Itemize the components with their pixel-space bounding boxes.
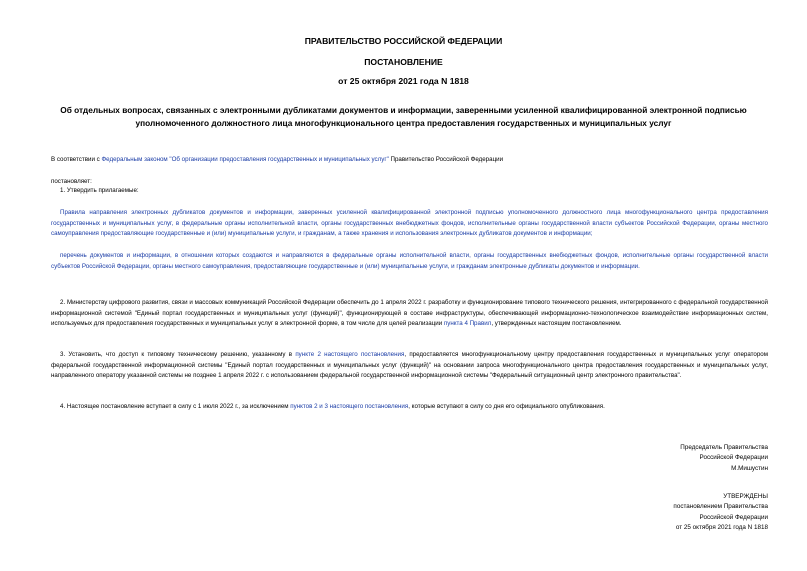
- preamble-text-after: Правительство Российской Федерации: [388, 156, 504, 163]
- item-2-text-before: 2. Министерству цифрового развития, связи и массовых коммуникаций Российской Федерации обеспечить до 1 апреля 2022 г. разработку и функционирование типового технического решения, интегрированного с федеральной государственной информационной системой "Единый портал государственных и муниципальных услуг (функций)", функционирующей в составе инфраструктуры, обеспечивающей информационно-технологическое взаимодействие информационных систем, используемых для предоставления государственных и муниципальных услуг в электронной форме, в том числе для целей реализации: [51, 299, 768, 328]
- government-heading: ПРАВИТЕЛЬСТВО РОССИЙСКОЙ ФЕДЕРАЦИИ: [304, 36, 503, 46]
- item-4-text-after: , которые вступают в силу со дня его официального опубликования.: [408, 403, 605, 410]
- signature-country: Российской Федерации: [699, 454, 768, 462]
- signature-position: Председатель Правительства: [680, 444, 768, 451]
- preamble-text-before: В соответствии с: [51, 156, 102, 163]
- signature-block: [548, 443, 768, 474]
- approved-date: от 25 октября 2021 года N 1818: [675, 524, 768, 532]
- approved-by: постановлением Правительства: [673, 503, 768, 511]
- document-subject: Об отдельных вопросах, связанных с электронными дубликатами документов и информации, заверенными усиленной квалифицированной электронной подписью уполномоченного должностного лица многофункционального центра предоставления государственных и муниципальных услуг: [60, 105, 747, 128]
- rules-point-4-link[interactable]: пункта 4 Правил: [443, 320, 492, 328]
- points-2-3-link[interactable]: пунктов 2 и 3 настоящего постановления: [290, 403, 409, 410]
- document-date-number: от 25 октября 2021 года N 1818: [338, 76, 469, 86]
- approved-country: Российской Федерации: [699, 513, 768, 521]
- rules-link[interactable]: Правила направления электронных дубликатов документов и информации, заверенных усиленной квалифицированной электронной подписью уполномоченного должностного лица многофункционального центра предоставления государственных и муниципальных услуг, в федеральные органы исполнительной власти, органы государственных внебюджетных фондов, исполнительные органы государственной власти субъектов Российской Федерации, органы местного самоуправления предоставляющие государственные и (или) муниципальные услуги, и гражданам, а также хранения и использования электронных дубликатов документов и информации;: [51, 209, 768, 238]
- approved-label: УТВЕРЖДЕНЫ: [723, 493, 768, 500]
- approved-block: [548, 492, 768, 534]
- decides-text: постановляет:: [51, 178, 92, 185]
- list-link[interactable]: перечень документов и информации, в отношении которых создаются и направляются в федеральные органы исполнительной власти, органы государственных внебюджетных фондов, исполнительные органы государственной власти субъектов Российской Федерации, органы местного самоуправления, предоставляющие государственные и (или) муниципальные услуги, и гражданам электронные дубликаты документов и информации.: [51, 252, 768, 270]
- preamble: [51, 155, 768, 166]
- item-4-text-before: 4. Настоящее постановление вступает в силу с 1 июля 2022 г., за исключением: [60, 403, 291, 410]
- item-3-paragraph: [51, 350, 768, 382]
- item-3-text-before: 3. Установить, что доступ к типовому техническому решению, указанному в: [60, 351, 296, 358]
- signature-name: М.Мишустин: [731, 464, 768, 472]
- document-type: ПОСТАНОВЛЕНИЕ: [364, 57, 443, 67]
- item-4-paragraph: [51, 402, 768, 413]
- item-2-paragraph: [51, 298, 768, 330]
- item-1-text: 1. Утвердить прилагаемые:: [60, 187, 139, 194]
- item-2-text-after: , утвержденных настоящим постановлением.: [491, 320, 622, 328]
- point-2-link[interactable]: пункте 2 настоящего постановления: [295, 351, 405, 358]
- item-3-text-after: , предоставляется многофункциональному центру предоставления государственных и муниципальных услуг оператором федеральной государственной информационной системы "Единый портал государственных и муниципальных услуг (функций)" на основании запроса многофункционального центра предоставления государственных и муниципальных услуг, направленного оператору указанной системы не позднее 1 апреля 2022 г. с использованием федеральной государственной информационной системы "Федеральный ситуационный центр электронного правительства".: [51, 351, 768, 380]
- federal-law-link[interactable]: Федеральным законом "Об организации предоставления государственных и муниципальных услуг": [101, 156, 389, 163]
